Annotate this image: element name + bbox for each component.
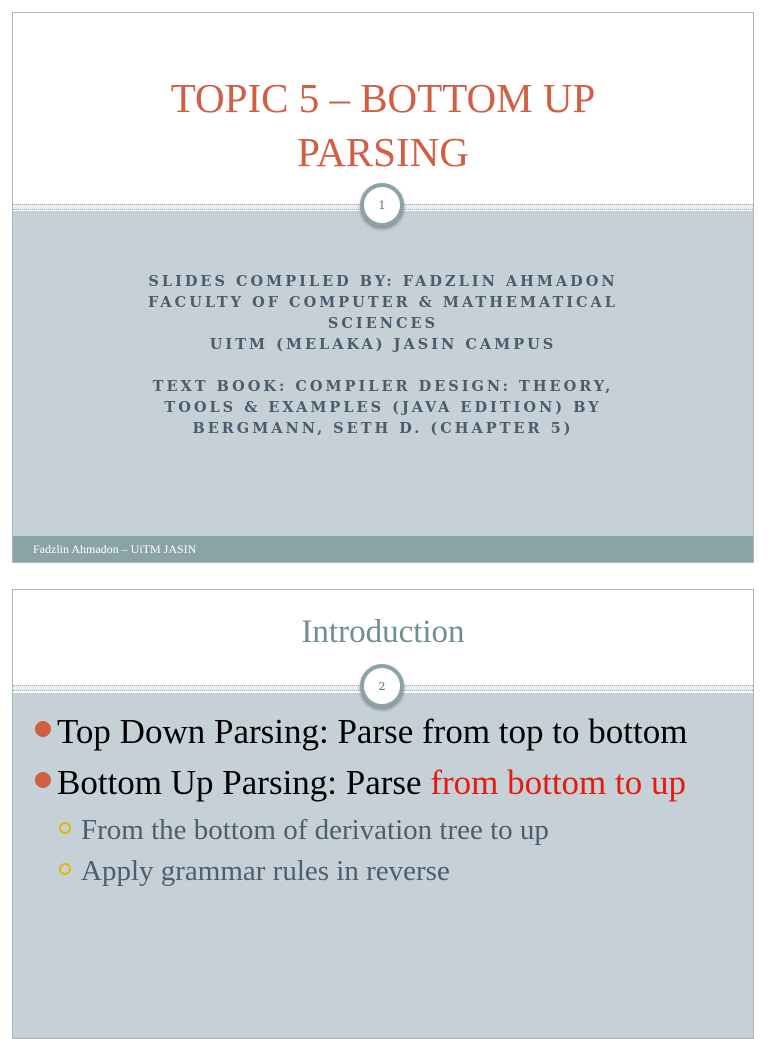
textbook-line: TEXT BOOK: COMPILER DESIGN: THEORY, bbox=[152, 378, 614, 395]
bullet-dot-icon bbox=[35, 721, 51, 737]
sub-bullet-text: From the bottom of derivation tree to up bbox=[81, 814, 549, 846]
slide-2 bbox=[12, 589, 754, 1039]
subtitle-line: SLIDES COMPILED BY: FADZLIN AHMADON bbox=[148, 273, 618, 290]
sub-bullet-text: Apply grammar rules in reverse bbox=[81, 855, 450, 887]
title-line-2: PARSING bbox=[297, 129, 469, 175]
sub-bullet-item bbox=[35, 810, 739, 851]
subtitle-line: SCIENCES bbox=[327, 315, 439, 332]
slide-1 bbox=[12, 12, 754, 563]
textbook-line: BERGMANN, SETH D. (CHAPTER 5) bbox=[192, 420, 574, 437]
bullet-list bbox=[35, 708, 739, 892]
slide-2-title: Introduction bbox=[301, 614, 465, 650]
bullet-dot-icon bbox=[35, 772, 51, 788]
subtitle-line: FACULTY OF COMPUTER & MATHEMATICAL bbox=[147, 294, 619, 311]
bullet-item bbox=[35, 759, 739, 806]
slide-1-title bbox=[33, 71, 733, 179]
subtitle-line: UITM (MELAKA) JASIN CAMPUS bbox=[209, 336, 557, 353]
slide-1-title-area bbox=[13, 13, 753, 205]
bullet-text: Top Down Parsing: Parse from top to bottom bbox=[57, 712, 688, 751]
title-line-1: TOPIC 5 – BOTTOM UP bbox=[170, 75, 596, 121]
slide-1-page-number: 1 bbox=[360, 183, 404, 227]
slide-1-subtitle bbox=[73, 271, 693, 439]
sub-bullet-ring-icon bbox=[59, 822, 71, 834]
slide-1-footer: Fadzlin Ahmadon – UiTM JASIN bbox=[13, 536, 753, 562]
bullet-item bbox=[35, 708, 739, 755]
textbook-line: TOOLS & EXAMPLES (JAVA EDITION) BY bbox=[164, 399, 602, 416]
slide-2-page-number: 2 bbox=[360, 664, 404, 708]
bullet-text: Bottom Up Parsing: Parse bbox=[57, 763, 431, 802]
bullet-highlight-text: from bottom to up bbox=[430, 763, 687, 802]
sub-bullet-ring-icon bbox=[59, 863, 71, 875]
sub-bullet-item bbox=[35, 851, 739, 892]
